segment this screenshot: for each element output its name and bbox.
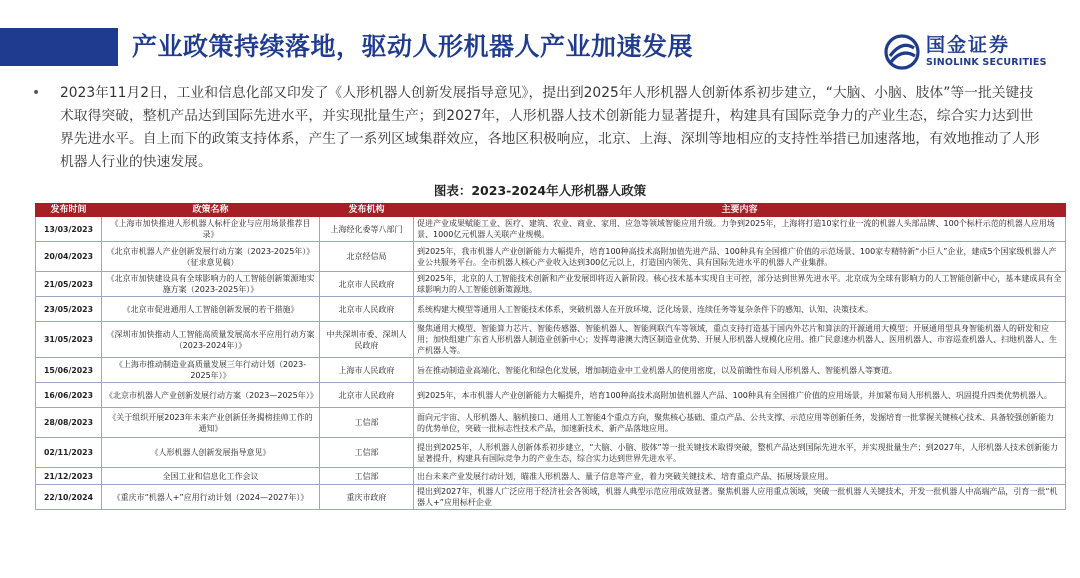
intro-paragraph (32, 82, 1042, 174)
table-row (36, 217, 1066, 242)
table-row (36, 468, 1066, 485)
cell-policy-name: 《重庆市“机器人+”应用行动计划（2024—2027年）》 (102, 485, 320, 510)
cell-content: 面向元宇宙、人形机器人、脑机接口、通用人工智能4个重点方向，聚焦核心基础、重点产品、公共支撑、示范应用等创新任务，发掘培育一批掌握关键核心技术、具备较强创新能力的优势单位，突破一批标志性技术产品，加速新技术、新产品落地应用。 (414, 408, 1066, 438)
cell-issuer: 北京市人民政府 (320, 297, 414, 322)
cell-content: 系统构建大模型等通用人工智能技术体系，突破机器人在开放环境、泛化场景、连续任务等复杂条件下的感知、认知、决策技术。 (414, 297, 1066, 322)
title-bar (0, 28, 880, 66)
table-header-row (36, 204, 1066, 217)
table-row (36, 383, 1066, 408)
table-row (36, 438, 1066, 468)
cell-date: 13/03/2023 (36, 217, 102, 242)
header-content: 主要内容 (414, 204, 1066, 217)
cell-policy-name: 《人形机器人创新发展指导意见》 (102, 438, 320, 468)
cell-date: 21/05/2023 (36, 272, 102, 297)
cell-policy-name: 全国工业和信息化工作会议 (102, 468, 320, 485)
cell-policy-name: 《关于组织开展2023年未来产业创新任务揭榜挂帅工作的通知》 (102, 408, 320, 438)
cell-issuer: 北京市人民政府 (320, 272, 414, 297)
cell-issuer: 工信部 (320, 468, 414, 485)
cell-issuer: 上海市人民政府 (320, 358, 414, 383)
cell-content: 旨在推动制造业高端化、智能化和绿色化发展，增加制造业中工业机器人的使用密度，以及前瞻性布局人形机器人、智能机器人等赛道。 (414, 358, 1066, 383)
cell-content: 到2025年，北京的人工智能技术创新和产业发展即将迈入新阶段。核心技术基本实现自主可控，部分达到世界先进水平。北京成为全球有影响力的人工智能创新中心，基本建成具有全球影响力的人工智能创新策源地。 (414, 272, 1066, 297)
cell-date: 15/06/2023 (36, 358, 102, 383)
title-accent-block (0, 28, 118, 66)
cell-policy-name: 《深圳市加快推动人工智能高质量发展高水平应用行动方案（2023-2024年）》 (102, 322, 320, 358)
cell-content: 提出到2027年，机器人广泛应用于经济社会各领域，机器人典型示范应用成效显著。聚焦机器人应用重点领域，突破一批机器人关键技术，开发一批机器人中高端产品，引育一批“机器人+”应用标杆企业 (414, 485, 1066, 510)
cell-content: 聚焦通用大模型、智能算力芯片、智能传感器、智能机器人、智能网联汽车等领域，重点支持打造基于国内外芯片和算法的开源通用大模型；开展通用型具身智能机器人的研发和应用；加快组建广东省人形机器人制造业创新中心；发挥粤港澳大湾区制造业优势、开展人形机器人规模化应用。推广民意速办机器人、医用机器人、市容巡查机器人、扫地机器人、生产机器人等。 (414, 322, 1066, 358)
table-row (36, 272, 1066, 297)
cell-policy-name: 《北京市机器人产业创新发展行动方案（2023—2025年）》 (102, 383, 320, 408)
cell-date: 20/04/2023 (36, 242, 102, 272)
cell-policy-name: 《上海市加快推进人形机器人标杆企业与应用场景推荐目录》 (102, 217, 320, 242)
cell-date: 28/08/2023 (36, 408, 102, 438)
cell-date: 31/05/2023 (36, 322, 102, 358)
table-row (36, 297, 1066, 322)
cell-date: 16/06/2023 (36, 383, 102, 408)
cell-issuer: 上海经化委等八部门 (320, 217, 414, 242)
cell-content: 出台未来产业发展行动计划，瞄准人形机器人、量子信息等产业，着力突破关键技术、培育重点产品、拓展场景应用。 (414, 468, 1066, 485)
cell-content: 提出到2025年，人形机器人创新体系初步建立，“大脑、小脑、肢体”等一批关键技术取得突破，整机产品达到国际先进水平，并实现批量生产；到2027年，人形机器人技术创新能力显著提升，构建具有国际竞争力的产业生态，综合实力达到世界先进水平。 (414, 438, 1066, 468)
cell-issuer: 中共深圳市委、深圳人民政府 (320, 322, 414, 358)
table-row (36, 408, 1066, 438)
cell-policy-name: 《北京市加快建设具有全球影响力的人工智能创新策源地实施方案（2023-2025年）》 (102, 272, 320, 297)
cell-issuer: 工信部 (320, 408, 414, 438)
table-row (36, 322, 1066, 358)
logo-name-cn: 国金证券 (926, 34, 1011, 56)
company-logo (884, 34, 1074, 74)
policy-table (35, 203, 1066, 510)
cell-date: 23/05/2023 (36, 297, 102, 322)
bullet-marker: • (32, 85, 41, 101)
cell-issuer: 北京经信局 (320, 242, 414, 272)
sinolink-logo-icon (884, 34, 920, 70)
table-row (36, 358, 1066, 383)
intro-text: 2023年11月2日，工业和信息化部又印发了《人形机器人创新发展指导意见》，提出到2025年人形机器人创新体系初步建立，“大脑、小脑、肢体”等一批关键技术取得突破，整机产品达到国际先进水平，并实现批量生产；到2027年，人形机器人技术创新能力显著提升，构建具有国际竞争力的产业生态，综合实力达到世界先进水平。自上而下的政策支持体系，产生了一系列区域集群效应，各地区积极响应，北京、上海、深圳等地相应的支持性举措已加速落地，有效地推动了人形机器人行业的快速发展。 (60, 85, 1040, 170)
cell-policy-name: 《北京市促进通用人工智能创新发展的若干措施》 (102, 297, 320, 322)
cell-date: 22/10/2024 (36, 485, 102, 510)
cell-issuer: 重庆市政府 (320, 485, 414, 510)
logo-name-en: SINOLINK SECURITIES (926, 57, 1047, 68)
table-row (36, 485, 1066, 510)
table-row (36, 242, 1066, 272)
cell-policy-name: 《上海市推动制造业高质量发展三年行动计划（2023-2025年）》 (102, 358, 320, 383)
header-policy-name: 政策名称 (102, 204, 320, 217)
cell-content: 到2025年，我市机器人产业创新能力大幅提升，培育100种高技术高附加值先进产品、100种具有全国推广价值的示范场景、100家专精特新“小巨人”企业，建成5个国家级机器人产业公共服务平台。全市机器人核心产业收入达到300亿元以上，打造国内领先、具有国际先进水平的机器人产业集群。 (414, 242, 1066, 272)
cell-content: 促进产业成果赋能工业、医疗、建筑、农业、商业、家用、应急等领域智能应用升级。力争到2025年，上海将打造10家行业一流的机器人头部品牌、100个标杆示范的机器人应用场景、1000亿元机器人关联产业规模。 (414, 217, 1066, 242)
table-caption: 图表：2023-2024年人形机器人政策 (433, 183, 647, 198)
cell-content: 到2025年，本市机器人产业创新能力大幅提升，培育100种高技术高附加值机器人产品、100种具有全国推广价值的应用场景，并加紧布局人形机器人、巩固提升四类优势机器人。 (414, 383, 1066, 408)
cell-policy-name: 《北京市机器人产业创新发展行动方案（2023-2025年）》（征求意见稿） (102, 242, 320, 272)
page-title: 产业政策持续落地，驱动人形机器人产业加速发展 (132, 32, 694, 61)
header-date: 发布时间 (36, 204, 102, 217)
header-issuer: 发布机构 (320, 204, 414, 217)
cell-issuer: 北京市人民政府 (320, 383, 414, 408)
cell-issuer: 工信部 (320, 438, 414, 468)
cell-date: 02/11/2023 (36, 438, 102, 468)
cell-date: 21/12/2023 (36, 468, 102, 485)
